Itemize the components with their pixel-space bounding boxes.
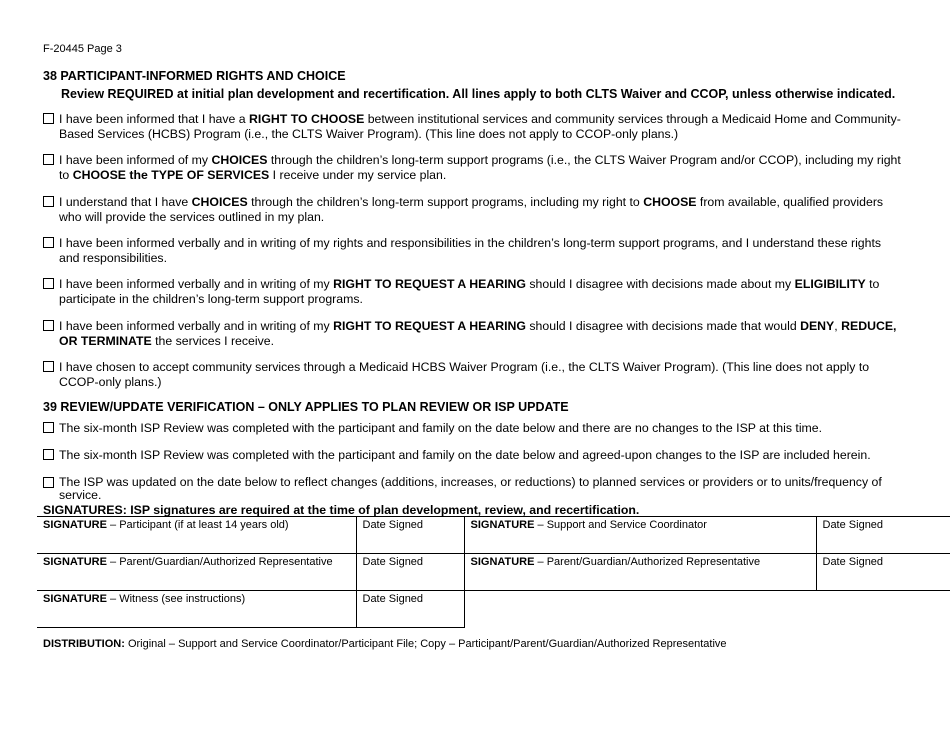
checkbox[interactable] — [43, 449, 54, 460]
review-item-3: The ISP was updated on the date below to reflect changes (additions, increases, or reductions) to planned services or providers or to units/frequency of service. — [43, 476, 901, 502]
checkbox[interactable] — [43, 113, 54, 124]
rights-item-4: I have been informed verbally and in writing of my rights and responsibilities in the children’s long-term support programs, and I understand these rights and responsibilities. — [43, 236, 901, 265]
checkbox[interactable] — [43, 422, 54, 433]
checkbox[interactable] — [43, 320, 54, 331]
date-signed-parent-2[interactable]: Date Signed — [816, 554, 950, 591]
checkbox[interactable] — [43, 196, 54, 207]
signature-row — [37, 554, 950, 591]
section-39-title: 39 REVIEW/UPDATE VERIFICATION – ONLY APPLIES TO PLAN REVIEW OR ISP UPDATE — [43, 400, 569, 414]
checkbox[interactable] — [43, 477, 54, 488]
empty-cell — [464, 591, 816, 628]
checkbox[interactable] — [43, 361, 54, 372]
review-item-2: The six-month ISP Review was completed with the participant and family on the date below and agreed-upon changes to the ISP are included herein. — [43, 448, 901, 463]
rights-item-5: I have been informed verbally and in writing of my RIGHT TO REQUEST A HEARING should I disagree with decisions made about my ELIGIBILITY to participate in the children’s long-term support programs. — [43, 277, 901, 306]
checkbox[interactable] — [43, 278, 54, 289]
signature-parent-2[interactable]: SIGNATURE – Parent/Guardian/Authorized Representative — [464, 554, 816, 591]
checkbox[interactable] — [43, 154, 54, 165]
section-38-subtitle: Review REQUIRED at initial plan development and recertification. All lines apply to both CLTS Waiver and CCOP, unless otherwise indicated. — [61, 87, 896, 101]
section-38-title: 38 PARTICIPANT-INFORMED RIGHTS AND CHOICE — [43, 69, 346, 83]
date-signed-witness[interactable]: Date Signed — [356, 591, 464, 628]
rights-item-3: I understand that I have CHOICES through the children’s long-term support programs, including my right to CHOOSE from available, qualified providers who will provide the services outlined in my plan. — [43, 195, 901, 224]
rights-item-1: I have been informed that I have a RIGHT TO CHOOSE between institutional services and community services through a Medicaid Home and Community-Based Services (HCBS) Program (i.e., the CLTS Waiver Program). (This line does not apply to CCOP-only plans.) — [43, 112, 901, 141]
distribution-note: DISTRIBUTION: Original – Support and Service Coordinator/Participant File; Copy – Participant/Parent/Guardian/Authorized Representative — [43, 638, 727, 650]
rights-item-6: I have been informed verbally and in writing of my RIGHT TO REQUEST A HEARING should I disagree with decisions made that would DENY, REDUCE, OR TERMINATE the services I receive. — [43, 319, 901, 348]
signature-participant[interactable]: SIGNATURE – Participant (if at least 14 years old) — [37, 517, 356, 554]
rights-item-7: I have chosen to accept community services through a Medicaid HCBS Waiver Program (i.e., the CLTS Waiver Program). (This line does not apply to CCOP-only plans.) — [43, 360, 901, 389]
date-signed-coordinator[interactable]: Date Signed — [816, 517, 950, 554]
signature-row — [37, 517, 950, 554]
signatures-note: SIGNATURES: ISP signatures are required at the time of plan development, review, and recertification. — [43, 503, 640, 517]
signature-witness[interactable]: SIGNATURE – Witness (see instructions) — [37, 591, 356, 628]
date-signed-participant[interactable]: Date Signed — [356, 517, 464, 554]
checkbox[interactable] — [43, 237, 54, 248]
review-item-1: The six-month ISP Review was completed with the participant and family on the date below and there are no changes to the ISP at this time. — [43, 421, 901, 436]
signature-row — [37, 591, 950, 628]
signature-table — [37, 516, 950, 628]
empty-cell — [816, 591, 950, 628]
signature-coordinator[interactable]: SIGNATURE – Support and Service Coordinator — [464, 517, 816, 554]
rights-item-2: I have been informed of my CHOICES through the children’s long-term support programs (i.e., the CLTS Waiver Program and/or CCOP), including my right to CHOOSE the TYPE OF SERVICES I receive under my service plan. — [43, 153, 901, 182]
form-number: F-20445 Page 3 — [43, 43, 122, 55]
date-signed-parent-1[interactable]: Date Signed — [356, 554, 464, 591]
signature-parent-1[interactable]: SIGNATURE – Parent/Guardian/Authorized Representative — [37, 554, 356, 591]
